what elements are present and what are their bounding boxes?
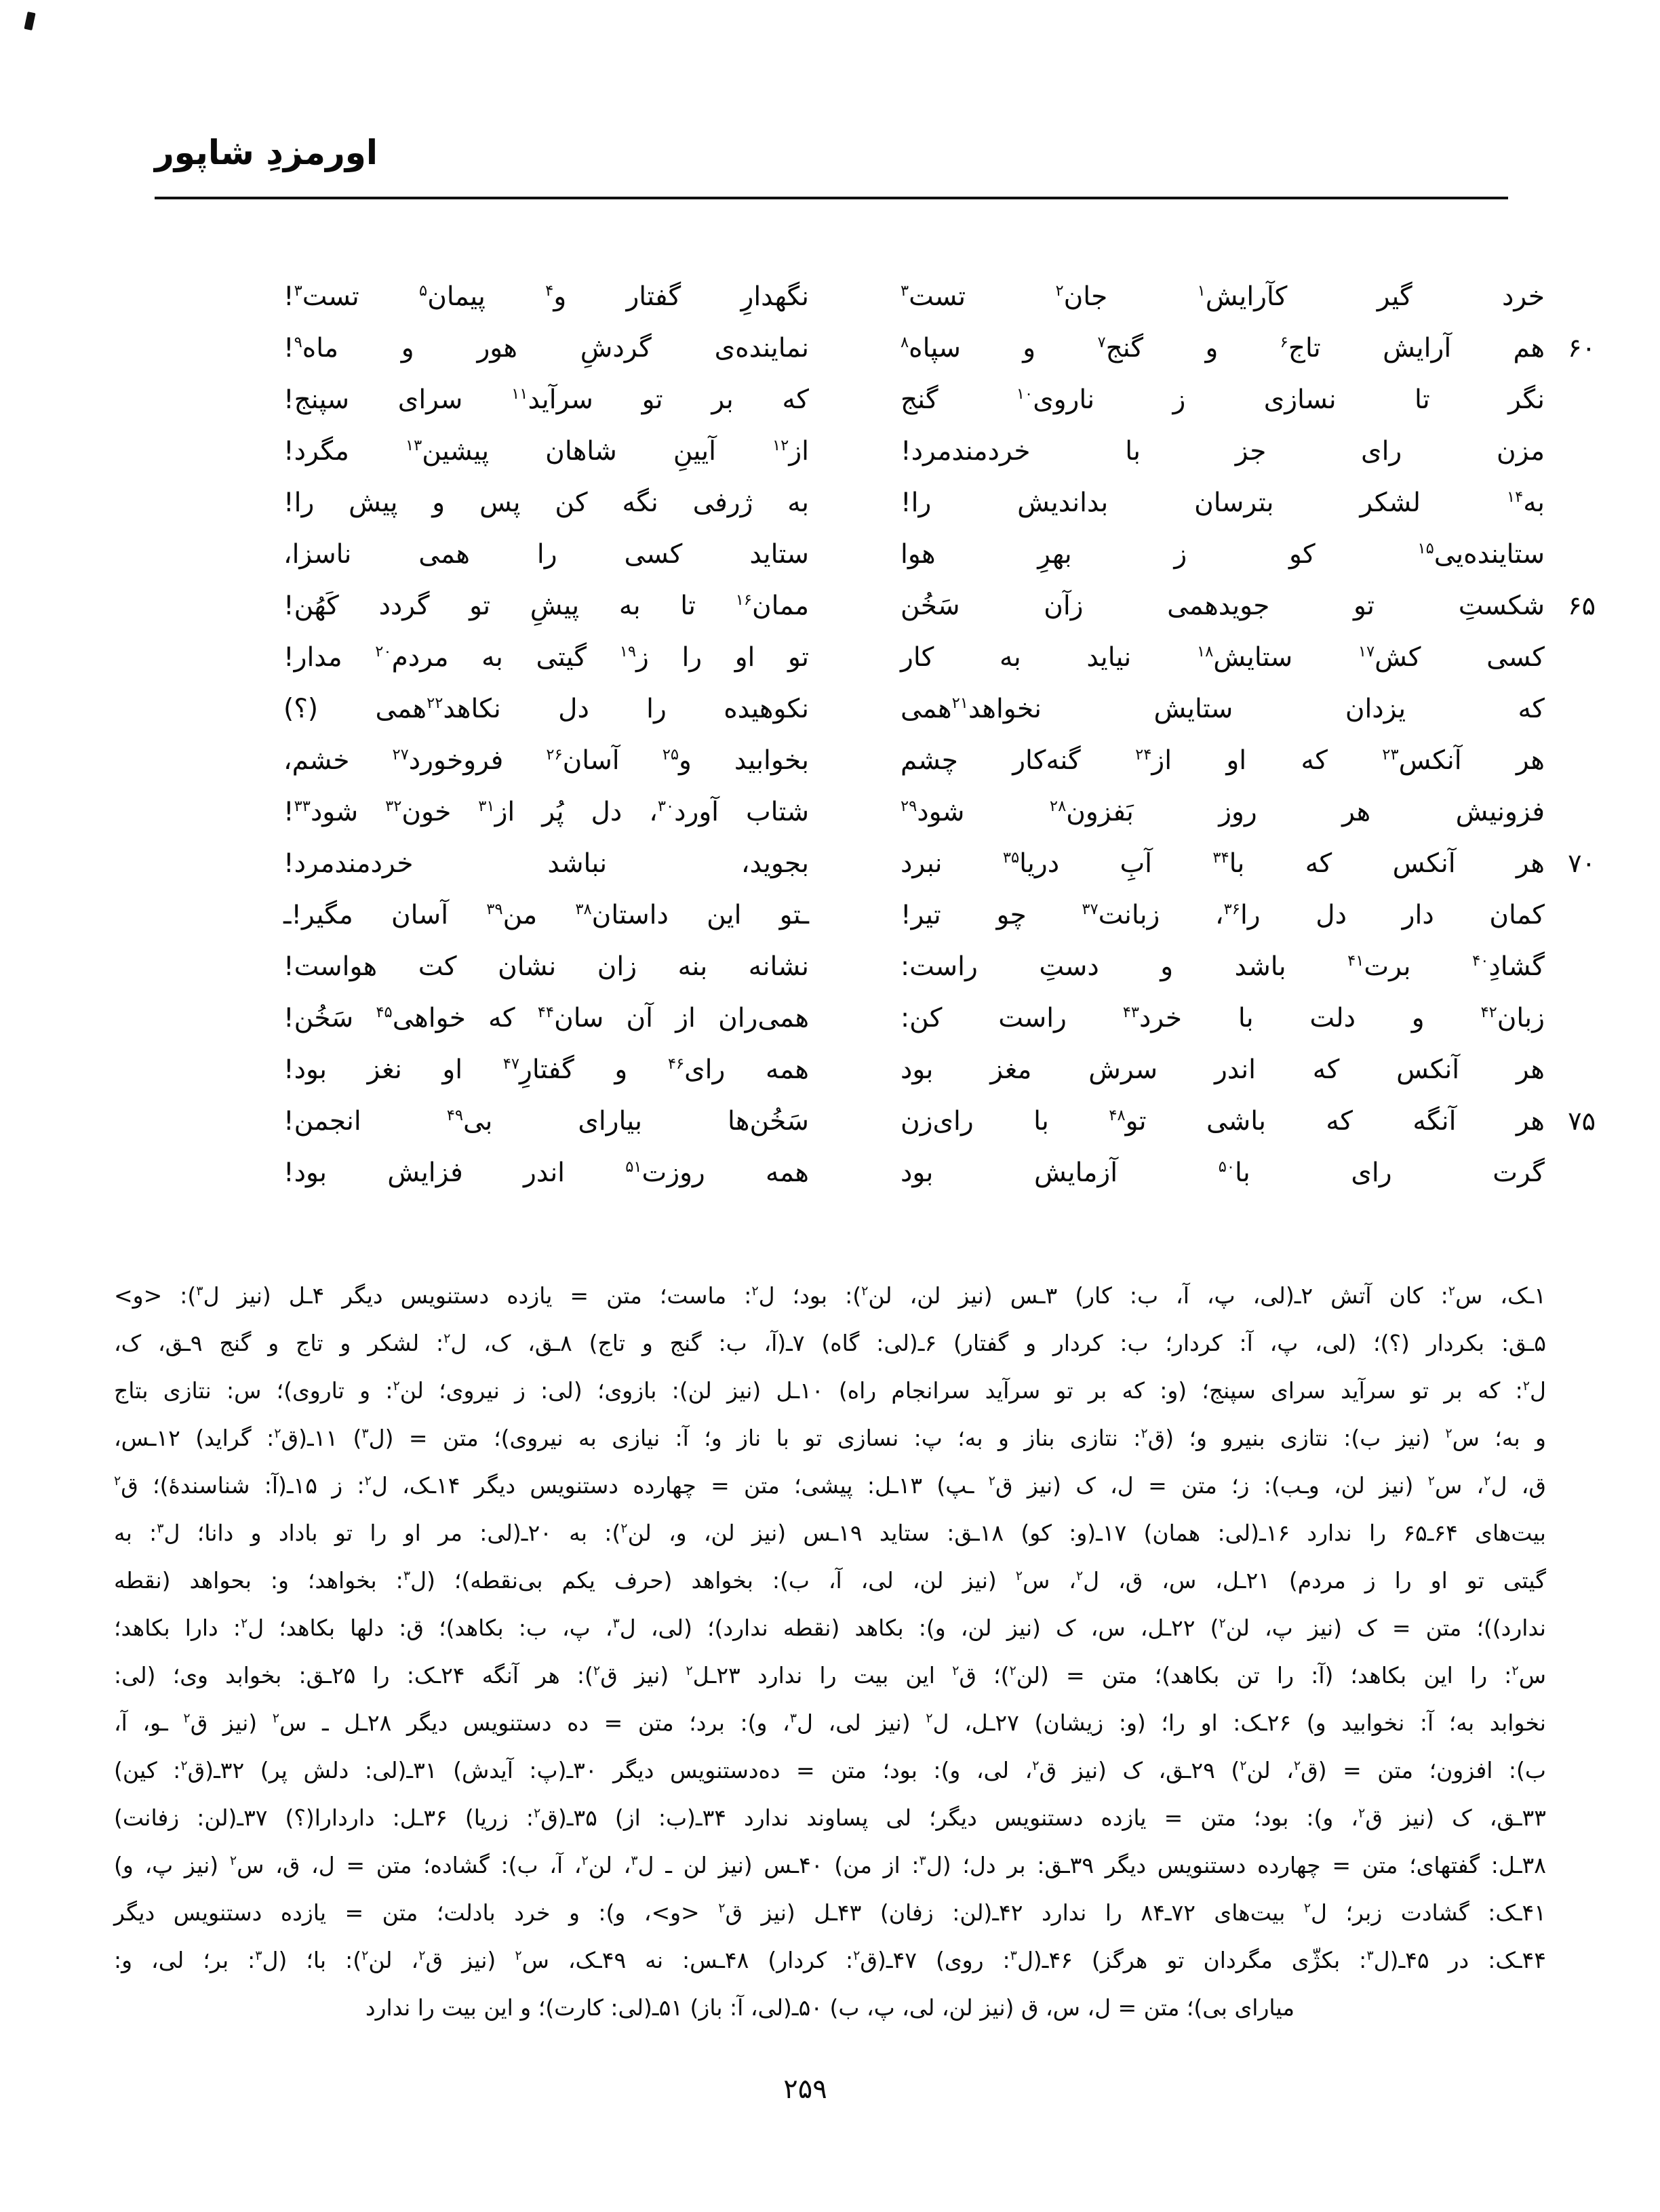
verse-number [1545, 506, 1596, 511]
hemistich-left: نگهدارِ گفتار و$^۴$ پیمان$^۵$ تست$^۳$! [283, 281, 810, 312]
hemistich-right: مزن رای جز با خردمندمرد! [901, 436, 1545, 467]
footnote-line: و به؛ س$^۲$ (نیز ب): نتازی بنیرو و؛ (ق$^۲$: نتازی بناز و به؛ پ: نسازی تو با ناز و؛ آ: نیازی به نیروی)؛ متن = (ل$^۳$) ۱۱ـ(ق$^۲$: گراید) ۱۲ـس، [114, 1425, 1546, 1451]
page-number: ۲۵۹ [783, 2074, 827, 2105]
poem-row [283, 787, 1596, 838]
footnote-line: ب): افزون؛ متن = (ق$^۲$، لن$^۲$) ۲۹ـق، ک (نیز ق$^۲$، لی، و): بود؛ متن = ده‌دستنویس دیگر ۳۰ـ(پ: آیدش) ۳۱ـ(لی: دلش پر) ۳۲ـ(ق$^۲$: کین) [114, 1757, 1546, 1783]
hemistich-left: ستاید کسی را همی ناسزا، [283, 539, 809, 570]
hemistich-right: فزونیش هر روز بَفزون$^{۲۸}$ شود$^{۲۹}$ [901, 797, 1545, 827]
hemistich-right: هم آرایش تاج$^۶$ و گنج$^۷$ و سپاه$^۸$ [901, 333, 1545, 363]
hemistich-right: نگر تا نسازی ز ناروی$^{۱۰}$ گنج [901, 384, 1545, 415]
footnote-line: ق، ل$^۲$، س$^۲$ (نیز لن، وـب): ز؛ متن = ل، ک (نیز ق$^۲$ ـپ) ۱۳ـل: پیشی؛ متن = چهارده دستنویس دیگر ۱۴ـک، ل$^۲$: ز ۱۵ـ(آ: شناسندهٔ)؛ ق$^۲$ [114, 1472, 1546, 1499]
footnote-line: گیتی تو او را ز مردم) ۲۱ـل، س، ق، ل$^۲$، س$^۲$ (نیز لن، لی، آ، ب): بخواهد (حرف یکم بی‌نقطه)؛ (ل$^۳$: بخواهد؛ و: بحواهد (نقطه [114, 1567, 1546, 1594]
poem-row [283, 684, 1596, 735]
hemistich-left: نشانه بنه زان نشان کت هواست! [283, 951, 809, 982]
verse-number [1545, 403, 1596, 408]
poem-row [283, 941, 1596, 993]
poem-row [283, 374, 1596, 426]
verse-number [1545, 815, 1596, 821]
verse-number [1545, 1021, 1596, 1027]
poem [283, 271, 1596, 1199]
poem-row [283, 890, 1596, 941]
poem-row [283, 426, 1596, 477]
hemistich-right: گرت رای با$^{۵۰}$ آزمایش بود [901, 1158, 1545, 1188]
footnote-line: بیت‌های ۶۴ـ۶۵ را ندارد ۱۶ـ(لی: همان) ۱۷ـ(و: کو) ۱۸ـق: ستاید ۱۹ـس (نیز لن، و، لن$^۲$): به ۲۰ـ(لی: مر او را تو باداد و دانا؛ ل$^۳$: به [114, 1520, 1546, 1546]
footnote-line: میارای بی)؛ متن = ل، س، ق (نیز لن، لی، پ، ب) ۵۰ـ(لی، آ: باز) ۵۱ـ(لی: کارت)؛ و این بیت را ندارد [365, 1994, 1295, 2021]
verse-number [1545, 918, 1596, 924]
verse-number [1545, 1073, 1596, 1078]
verse-number [1545, 764, 1596, 769]
poem-row [283, 323, 1596, 374]
hemistich-right: هر آنکس که اندر سرش مغز بود [901, 1054, 1545, 1085]
footnote-line: ندارد))؛ متن = ک (نیز پ، لن$^۲$) ۲۲ـل، س، ک (نیز لن، و): بکاهد (نقطه ندارد)؛ (لی، ل$^۳$، پ، ب: بکاهد)؛ ق: دلها بکاهد؛ ل$^۲$: دارا بکاهد؛ [114, 1615, 1546, 1641]
verse-number [1545, 970, 1596, 975]
poem-row [283, 1044, 1596, 1096]
poem-row [283, 271, 1596, 323]
hemistich-left: ـتو این داستان$^{۳۸}$ من$^{۳۹}$ آسان مگیر!ـ [283, 900, 810, 930]
footnote-line: ۱ـک، س$^۲$: کان آتش ۲ـ(لی، پ، آ، ب: کار) ۳ـس (نیز لن، لن$^۲$): بود؛ ل$^۲$: ماست؛ متن = یازده دستنویس دیگر ۴ـل (نیز ل$^۳$): <و> [114, 1282, 1546, 1309]
verse-number: ۶۵ [1568, 591, 1596, 620]
hemistich-left: به ژرفی نگه کن پس و پیش را! [283, 488, 809, 518]
poem-row [283, 735, 1596, 787]
poem-row [283, 580, 1596, 632]
hemistich-right: خرد گیر کآرایش$^۱$ جان$^۲$ تست$^۳$ [901, 281, 1545, 312]
hemistich-right: گشادِ$^{۴۰}$ برت$^{۴۱}$ باشد و دستِ راست: [901, 951, 1545, 982]
hemistich-left: همه روزت$^{۵۱}$ اندر فزایش بود! [283, 1158, 809, 1188]
verse-number: ۷۵ [1568, 1106, 1596, 1136]
poem-row [283, 529, 1596, 580]
poem-row [283, 838, 1596, 890]
hemistich-left: نماینده‌ی گردشِ هور و ماه$^۹$! [283, 333, 809, 363]
verse-number: ۷۰ [1568, 848, 1596, 878]
footnote-line: ۳۳ـق، ک (نیز ق$^۲$، و): بود؛ متن = یازده دستنویس دیگر؛ لی پساوند ندارد ۳۴ـ(ب: از) ۳۵ـ(ق$^۲$: زریا) ۳۶ـل: داردارا(؟) ۳۷ـ(لن: زفانت) [114, 1804, 1546, 1831]
verse-number [1545, 712, 1596, 717]
hemistich-left: از$^{۱۲}$ آیینِ شاهان پیشین$^{۱۳}$ مگرد! [283, 436, 809, 467]
verse-number: ۶۰ [1568, 333, 1596, 363]
hemistich-left: تو او را ز$^{۱۹}$ گیتی به مردم$^{۲۰}$ مدار! [283, 642, 809, 673]
hemistich-left: همی‌ران از آن سان$^{۴۴}$ که خواهی$^{۴۵}$ سَخُن! [283, 1003, 810, 1033]
poem-row [283, 1096, 1596, 1147]
verse-number [1545, 454, 1596, 460]
hemistich-right: به$^{۱۴}$ لشکر بترسان بداندیش را! [901, 488, 1545, 518]
verse-number [1545, 1176, 1596, 1181]
footnote-line: س$^۲$: را این بکاهد؛ (آ: را تن بکاهد)؛ متن = (لن$^۲$)؛ ق$^۲$ این بیت را ندارد ۲۳ـل$^۲$ (نیز ق$^۲$): هر آنگه ۲۴ـک: را ۲۵ـق: بخوابد وی؛ (لی: [114, 1662, 1546, 1688]
footnote-line: نخوابد به؛ آ: نخوابید و) ۲۶ـک: او را؛ (و: زیشان) ۲۷ـل، ل$^۲$ (نیز لی، ل$^۳$، و): برد؛ متن = ده دستنویس دیگر ۲۸ـل ـ س$^۲$ (نیز ق$^۲$ ـو، آ، [114, 1710, 1546, 1736]
hemistich-left: بجوید، نباشد خردمندمرد! [283, 848, 809, 879]
hemistich-right: زبان$^{۴۲}$ و دلت با خرد$^{۴۳}$ راست کن: [901, 1003, 1545, 1033]
hemistich-right: کمان دار دل را$^{۳۶}$، زبانت$^{۳۷}$ چو تیر! [901, 900, 1545, 930]
hemistich-right: ستاینده‌یی$^{۱۵}$ کو ز بهرِ هوا [901, 539, 1545, 570]
poem-row [283, 632, 1596, 684]
page-title: اورمزدِ شاپور [155, 133, 378, 172]
critical-apparatus [114, 1272, 1546, 2032]
footnote-line: ۴۴ـک: در ۴۵ـ(ل$^۳$: بکژّی مگردان تو هرگز) ۴۶ـ(ل$^۳$: روی) ۴۷ـ(ق$^۲$: کردار) ۴۸ـس: نه ۴۹ـک، س$^۲$ (نیز ق$^۲$، لن$^۲$): با؛ (ل$^۳$: بر؛ لی، و: [114, 1947, 1546, 1973]
scan-artifact-mark [24, 12, 35, 31]
hemistich-left: نکوهیده را دل نکاهد$^{۲۲}$همی (؟) [283, 694, 809, 724]
footnote-line: ۴۱ـک: گشادت زبر؛ ل$^۲$ بیت‌های ۷۲ـ۸۴ را ندارد ۴۲ـ(لن: زفان) ۴۳ـل (نیز ق$^۲$ <و>، و): و خرد بادلت؛ متن = یازده دستنویس دیگر [114, 1899, 1546, 1926]
poem-row [283, 993, 1596, 1044]
hemistich-left: شتاب آورد$^{۳۰}$، دل پُر از$^{۳۱}$ خون$^{۳۲}$ شود$^{۳۳}$! [283, 797, 810, 827]
hemistich-right: هر آنگه که باشی تو$^{۴۸}$ با رای‌زن [901, 1106, 1545, 1137]
footnote-line: ۳۸ـل: گفتهای؛ متن = چهارده دستنویس دیگر ۳۹ـق: بر دل؛ (ل$^۳$: از من) ۴۰ـس (نیز لن ـ ل$^۳$، لن$^۲$، آ، ب): گشاده؛ متن = ل، ق، س$^۲$ (نیز پ، و) [114, 1852, 1546, 1878]
hemistich-right: هر آنکس که با$^{۳۴}$ آبِ دریا$^{۳۵}$ نبرد [901, 848, 1545, 879]
verse-number [1545, 557, 1596, 563]
verse-number [1545, 660, 1596, 666]
poem-row [283, 477, 1596, 529]
verse-number [1545, 300, 1596, 305]
header-rule [155, 197, 1508, 199]
footnote-line: ۵ـق: بکردار (؟)؛ (لی، پ، آ: کردار؛ ب: کردار و گفتار) ۶ـ(لی: گاه) ۷ـ(آ، ب: گنج و تاج) ۸ـق، ک، ل$^۲$: لشکر و تاج و گنج ۹ـق، ک، [114, 1330, 1546, 1356]
footnote-line: ل$^۲$: که بر تو سرآید سرای سپنج؛ (و: که بر تو سرآید سرانجام راه) ۱۰ـل (نیز لن): بازوی؛ (لی: ز نیروی؛ لن$^۲$: و تاروی)؛ س: نتازی بتاج [114, 1377, 1546, 1404]
hemistich-right: که یزدان ستایش نخواهد$^{۲۱}$همی [901, 694, 1545, 724]
hemistich-left: همه رای$^{۴۶}$ و گفتارِ$^{۴۷}$ او نغز بود! [283, 1054, 809, 1085]
hemistich-left: ممان$^{۱۶}$ تا به پیشِ تو گردد کَهُن! [283, 591, 809, 621]
hemistich-right: کسی کش$^{۱۷}$ ستایش$^{۱۸}$ نیاید به کار [901, 642, 1545, 673]
hemistich-right: شکستِ تو جویدهمی زآن سَخُن [901, 591, 1545, 621]
hemistich-left: بخوابید و$^{۲۵}$ آسان$^{۲۶}$ فروخورد$^{۲۷}$ خشم، [283, 745, 809, 776]
poem-row [283, 1147, 1596, 1199]
hemistich-left: سَخُن‌ها بیارای بی$^{۴۹}$ انجمن! [283, 1106, 809, 1137]
hemistich-right: هر آنکس$^{۲۳}$ که او از$^{۲۴}$ گنه‌کار چشم [901, 745, 1545, 776]
hemistich-left: که بر تو سرآید$^{۱۱}$ سرای سپنج! [283, 384, 809, 415]
